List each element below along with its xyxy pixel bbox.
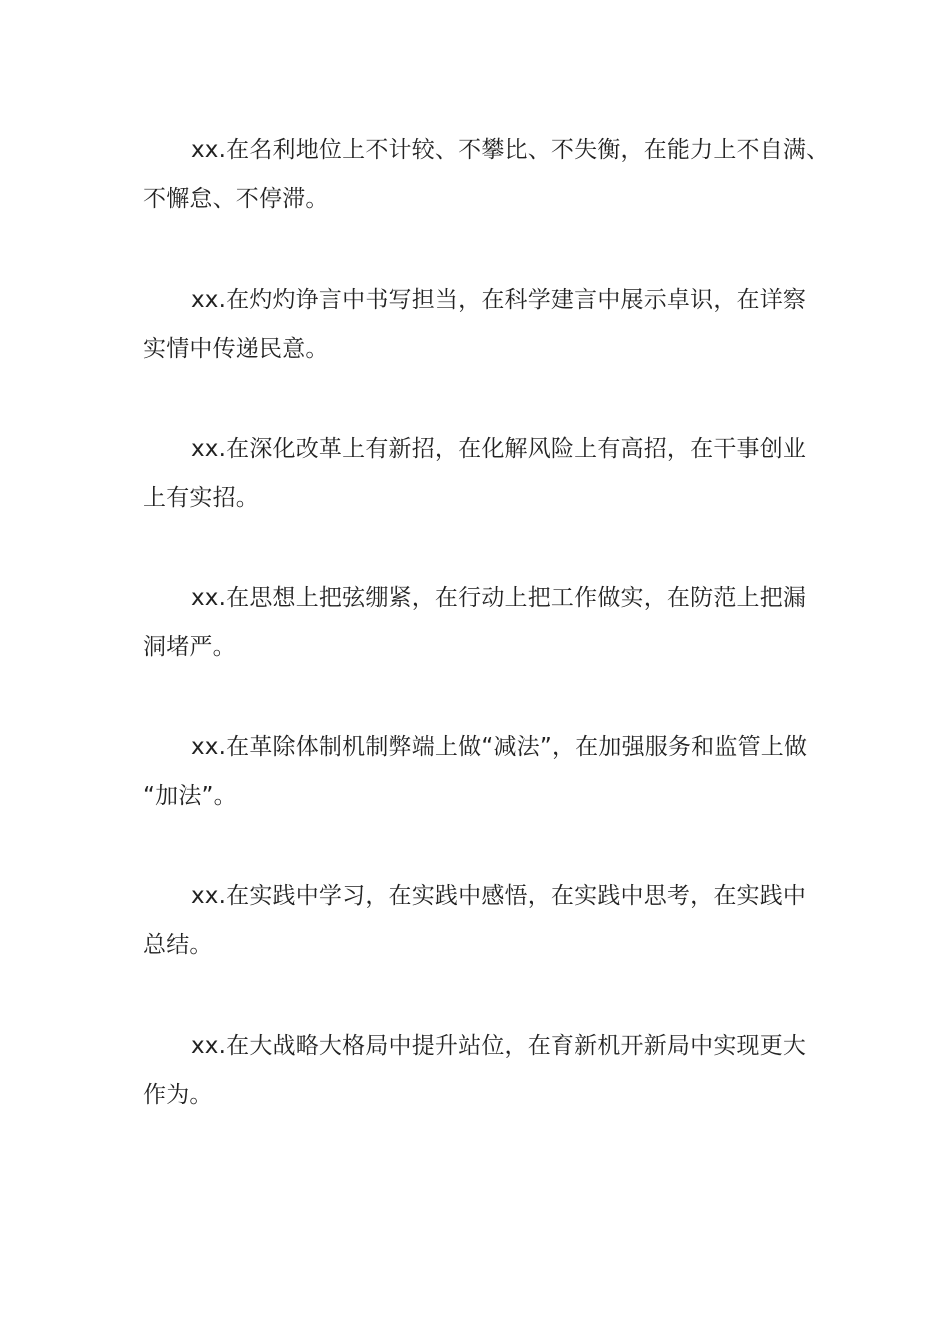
paragraph-7-line-2: 作为。 (143, 1082, 213, 1108)
paragraph-4-line-1: xx.在思想上把弦绷紧，在行动上把工作做实，在防范上把漏 (191, 585, 807, 611)
paragraph-7 (143, 1022, 823, 1120)
paragraph-1-line-1: xx.在名利地位上不计较、不攀比、不失衡，在能力上不自满、 (191, 137, 830, 163)
paragraph-2 (143, 276, 823, 374)
paragraph-5-line-2: “加法”。 (143, 783, 237, 809)
paragraph-1 (143, 126, 830, 224)
paragraph-4 (143, 574, 823, 672)
paragraph-2-line-1: xx.在灼灼诤言中书写担当，在科学建言中展示卓识，在详察 (191, 287, 807, 313)
paragraph-2-line-2: 实情中传递民意。 (143, 336, 329, 362)
paragraph-5 (143, 723, 823, 821)
paragraph-6 (143, 872, 823, 970)
paragraph-4-line-2: 洞堵严。 (143, 634, 236, 660)
paragraph-3-line-2: 上有实招。 (143, 485, 259, 511)
paragraph-6-line-1: xx.在实践中学习，在实践中感悟，在实践中思考，在实践中 (191, 883, 807, 909)
paragraph-1-line-2: 不懈怠、不停滞。 (143, 186, 329, 212)
paragraph-5-line-1: xx.在革除体制机制弊端上做“减法”，在加强服务和监管上做 (191, 734, 808, 760)
paragraph-3-line-1: xx.在深化改革上有新招，在化解风险上有高招，在干事创业 (191, 436, 807, 462)
paragraph-3 (143, 425, 823, 523)
paragraph-6-line-2: 总结。 (143, 932, 213, 958)
paragraph-7-line-1: xx.在大战略大格局中提升站位，在育新机开新局中实现更大 (191, 1033, 807, 1059)
